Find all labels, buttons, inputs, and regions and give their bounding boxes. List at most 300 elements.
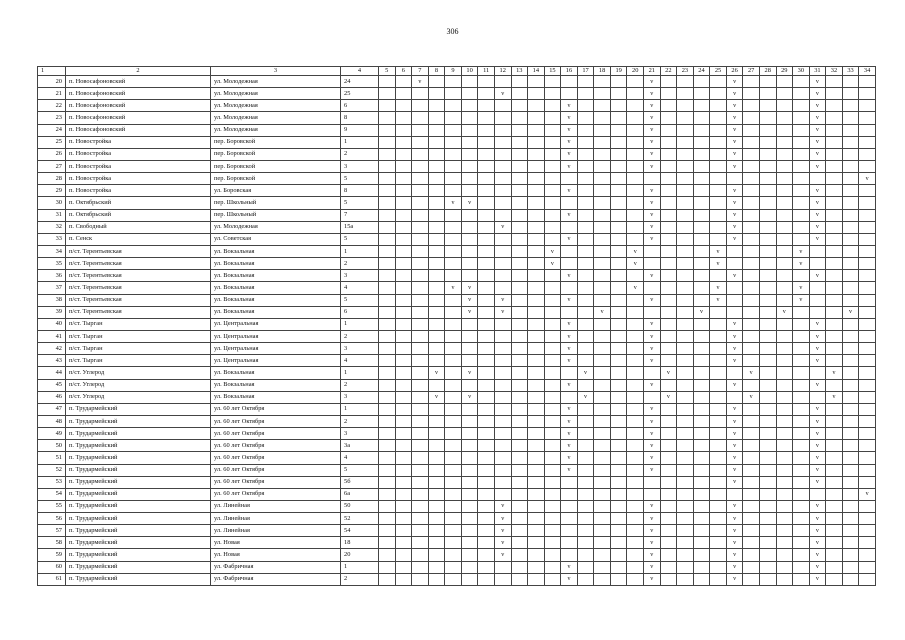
empty-cell bbox=[726, 391, 743, 403]
empty-cell bbox=[627, 76, 644, 88]
row-number-cell: 55 bbox=[38, 500, 66, 512]
check-mark-cell: v bbox=[577, 391, 594, 403]
empty-cell bbox=[743, 525, 760, 537]
check-mark-cell: v bbox=[809, 343, 826, 355]
empty-cell bbox=[561, 513, 578, 525]
empty-cell bbox=[644, 306, 661, 318]
empty-cell bbox=[445, 88, 462, 100]
empty-cell bbox=[379, 391, 396, 403]
empty-cell bbox=[528, 112, 545, 124]
empty-cell bbox=[577, 160, 594, 172]
empty-cell bbox=[842, 367, 859, 379]
empty-cell bbox=[759, 306, 776, 318]
empty-cell bbox=[594, 379, 611, 391]
house-cell: 2 bbox=[341, 258, 379, 270]
empty-cell bbox=[677, 282, 694, 294]
empty-cell bbox=[379, 270, 396, 282]
empty-cell bbox=[743, 452, 760, 464]
empty-cell bbox=[842, 294, 859, 306]
empty-cell bbox=[726, 306, 743, 318]
empty-cell bbox=[660, 100, 677, 112]
house-cell: 4 bbox=[341, 452, 379, 464]
empty-cell bbox=[528, 76, 545, 88]
empty-cell bbox=[759, 476, 776, 488]
empty-cell bbox=[743, 440, 760, 452]
empty-cell bbox=[594, 76, 611, 88]
empty-cell bbox=[743, 549, 760, 561]
table-row bbox=[38, 209, 876, 221]
empty-cell bbox=[610, 318, 627, 330]
empty-cell bbox=[461, 245, 478, 257]
empty-cell bbox=[428, 185, 445, 197]
empty-cell bbox=[660, 403, 677, 415]
table-row bbox=[38, 415, 876, 427]
empty-cell bbox=[412, 270, 429, 282]
empty-cell bbox=[710, 525, 727, 537]
check-mark-cell: v bbox=[494, 221, 511, 233]
check-mark-cell: v bbox=[710, 294, 727, 306]
locality-cell: п. Трудармейский bbox=[66, 464, 211, 476]
empty-cell bbox=[412, 440, 429, 452]
locality-cell: п. Трудармейский bbox=[66, 403, 211, 415]
empty-cell bbox=[660, 318, 677, 330]
table-row bbox=[38, 500, 876, 512]
empty-cell bbox=[544, 76, 561, 88]
empty-cell bbox=[826, 173, 843, 185]
check-mark-cell: v bbox=[644, 330, 661, 342]
empty-cell bbox=[395, 294, 412, 306]
check-mark-cell: v bbox=[726, 185, 743, 197]
check-mark-cell: v bbox=[809, 403, 826, 415]
empty-cell bbox=[379, 318, 396, 330]
empty-cell bbox=[577, 343, 594, 355]
locality-cell: п. Свободный bbox=[66, 221, 211, 233]
column-header: 10 bbox=[461, 67, 478, 76]
empty-cell bbox=[445, 221, 462, 233]
empty-cell bbox=[677, 379, 694, 391]
empty-cell bbox=[759, 561, 776, 573]
empty-cell bbox=[577, 270, 594, 282]
empty-cell bbox=[561, 367, 578, 379]
empty-cell bbox=[693, 379, 710, 391]
street-cell: ул. Молодежная bbox=[211, 221, 341, 233]
empty-cell bbox=[776, 379, 793, 391]
check-mark-cell: v bbox=[842, 306, 859, 318]
empty-cell bbox=[859, 245, 876, 257]
house-cell: 2 bbox=[341, 573, 379, 585]
column-header: 6 bbox=[395, 67, 412, 76]
house-cell: 5 bbox=[341, 294, 379, 306]
check-mark-cell: v bbox=[561, 573, 578, 585]
empty-cell bbox=[610, 88, 627, 100]
empty-cell bbox=[379, 197, 396, 209]
empty-cell bbox=[511, 379, 528, 391]
check-mark-cell: v bbox=[776, 306, 793, 318]
empty-cell bbox=[428, 440, 445, 452]
empty-cell bbox=[710, 367, 727, 379]
empty-cell bbox=[511, 318, 528, 330]
empty-cell bbox=[759, 391, 776, 403]
house-cell: 2 bbox=[341, 379, 379, 391]
empty-cell bbox=[511, 391, 528, 403]
empty-cell bbox=[610, 112, 627, 124]
house-cell: 25 bbox=[341, 88, 379, 100]
locality-cell: п. Трудармейский bbox=[66, 561, 211, 573]
empty-cell bbox=[726, 488, 743, 500]
empty-cell bbox=[627, 561, 644, 573]
house-cell: 1 bbox=[341, 561, 379, 573]
check-mark-cell: v bbox=[809, 318, 826, 330]
empty-cell bbox=[395, 500, 412, 512]
row-number-cell: 58 bbox=[38, 537, 66, 549]
empty-cell bbox=[544, 124, 561, 136]
empty-cell bbox=[610, 403, 627, 415]
empty-cell bbox=[859, 452, 876, 464]
empty-cell bbox=[610, 197, 627, 209]
empty-cell bbox=[710, 124, 727, 136]
empty-cell bbox=[776, 500, 793, 512]
empty-cell bbox=[759, 367, 776, 379]
empty-cell bbox=[627, 379, 644, 391]
empty-cell bbox=[743, 464, 760, 476]
empty-cell bbox=[759, 245, 776, 257]
locality-cell: п/ст. Углерод bbox=[66, 391, 211, 403]
empty-cell bbox=[594, 209, 611, 221]
empty-cell bbox=[577, 258, 594, 270]
empty-cell bbox=[644, 391, 661, 403]
empty-cell bbox=[610, 367, 627, 379]
check-mark-cell: v bbox=[660, 391, 677, 403]
empty-cell bbox=[461, 330, 478, 342]
empty-cell bbox=[809, 173, 826, 185]
empty-cell bbox=[594, 440, 611, 452]
street-cell: ул. Молодежная bbox=[211, 112, 341, 124]
empty-cell bbox=[660, 476, 677, 488]
empty-cell bbox=[610, 209, 627, 221]
empty-cell bbox=[776, 173, 793, 185]
locality-cell: п/ст. Тырган bbox=[66, 343, 211, 355]
empty-cell bbox=[412, 428, 429, 440]
empty-cell bbox=[412, 343, 429, 355]
empty-cell bbox=[594, 500, 611, 512]
empty-cell bbox=[461, 76, 478, 88]
empty-cell bbox=[478, 233, 495, 245]
empty-cell bbox=[610, 282, 627, 294]
empty-cell bbox=[759, 488, 776, 500]
empty-cell bbox=[395, 440, 412, 452]
empty-cell bbox=[561, 306, 578, 318]
empty-cell bbox=[826, 197, 843, 209]
empty-cell bbox=[759, 549, 776, 561]
empty-cell bbox=[594, 343, 611, 355]
empty-cell bbox=[461, 476, 478, 488]
empty-cell bbox=[693, 258, 710, 270]
empty-cell bbox=[627, 428, 644, 440]
empty-cell bbox=[561, 282, 578, 294]
empty-cell bbox=[627, 112, 644, 124]
empty-cell bbox=[544, 476, 561, 488]
empty-cell bbox=[412, 88, 429, 100]
empty-cell bbox=[710, 233, 727, 245]
check-mark-cell: v bbox=[644, 537, 661, 549]
empty-cell bbox=[461, 537, 478, 549]
empty-cell bbox=[594, 403, 611, 415]
row-number-cell: 61 bbox=[38, 573, 66, 585]
empty-cell bbox=[478, 476, 495, 488]
check-mark-cell: v bbox=[561, 185, 578, 197]
empty-cell bbox=[842, 537, 859, 549]
street-cell: ул. Молодежная bbox=[211, 124, 341, 136]
check-mark-cell: v bbox=[461, 306, 478, 318]
column-header: 20 bbox=[627, 67, 644, 76]
empty-cell bbox=[627, 270, 644, 282]
empty-cell bbox=[677, 476, 694, 488]
empty-cell bbox=[544, 88, 561, 100]
house-cell: 1 bbox=[341, 403, 379, 415]
empty-cell bbox=[445, 233, 462, 245]
empty-cell bbox=[610, 294, 627, 306]
check-mark-cell: v bbox=[726, 233, 743, 245]
empty-cell bbox=[594, 355, 611, 367]
empty-cell bbox=[627, 209, 644, 221]
empty-cell bbox=[759, 440, 776, 452]
empty-cell bbox=[627, 525, 644, 537]
empty-cell bbox=[660, 428, 677, 440]
empty-cell bbox=[826, 209, 843, 221]
empty-cell bbox=[544, 488, 561, 500]
empty-cell bbox=[445, 343, 462, 355]
empty-cell bbox=[478, 537, 495, 549]
empty-cell bbox=[842, 379, 859, 391]
empty-cell bbox=[561, 549, 578, 561]
table-body bbox=[38, 76, 876, 586]
empty-cell bbox=[677, 270, 694, 282]
empty-cell bbox=[793, 148, 810, 160]
column-header: 30 bbox=[793, 67, 810, 76]
empty-cell bbox=[660, 525, 677, 537]
empty-cell bbox=[842, 452, 859, 464]
empty-cell bbox=[528, 464, 545, 476]
empty-cell bbox=[511, 367, 528, 379]
street-cell: ул. 60 лет Октября bbox=[211, 403, 341, 415]
empty-cell bbox=[826, 379, 843, 391]
empty-cell bbox=[859, 343, 876, 355]
empty-cell bbox=[528, 367, 545, 379]
empty-cell bbox=[379, 245, 396, 257]
empty-cell bbox=[776, 343, 793, 355]
empty-cell bbox=[660, 464, 677, 476]
empty-cell bbox=[577, 464, 594, 476]
empty-cell bbox=[594, 452, 611, 464]
check-mark-cell: v bbox=[561, 379, 578, 391]
empty-cell bbox=[776, 88, 793, 100]
check-mark-cell: v bbox=[644, 513, 661, 525]
empty-cell bbox=[660, 209, 677, 221]
column-header: 12 bbox=[494, 67, 511, 76]
empty-cell bbox=[511, 330, 528, 342]
empty-cell bbox=[826, 282, 843, 294]
check-mark-cell: v bbox=[809, 513, 826, 525]
empty-cell bbox=[379, 537, 396, 549]
empty-cell bbox=[478, 136, 495, 148]
row-number-cell: 27 bbox=[38, 160, 66, 172]
row-number-cell: 34 bbox=[38, 245, 66, 257]
empty-cell bbox=[445, 330, 462, 342]
empty-cell bbox=[594, 367, 611, 379]
empty-cell bbox=[577, 185, 594, 197]
empty-cell bbox=[461, 160, 478, 172]
house-cell: 3 bbox=[341, 160, 379, 172]
check-mark-cell: v bbox=[826, 391, 843, 403]
empty-cell bbox=[693, 452, 710, 464]
empty-cell bbox=[859, 391, 876, 403]
empty-cell bbox=[461, 488, 478, 500]
empty-cell bbox=[379, 440, 396, 452]
empty-cell bbox=[412, 330, 429, 342]
column-header: 18 bbox=[594, 67, 611, 76]
empty-cell bbox=[594, 185, 611, 197]
empty-cell bbox=[445, 148, 462, 160]
empty-cell bbox=[677, 173, 694, 185]
locality-cell: п. Новосафоновский bbox=[66, 100, 211, 112]
empty-cell bbox=[379, 88, 396, 100]
check-mark-cell: v bbox=[726, 513, 743, 525]
empty-cell bbox=[511, 452, 528, 464]
locality-cell: п. Трудармейский bbox=[66, 549, 211, 561]
empty-cell bbox=[577, 573, 594, 585]
empty-cell bbox=[859, 148, 876, 160]
empty-cell bbox=[544, 549, 561, 561]
empty-cell bbox=[693, 549, 710, 561]
empty-cell bbox=[478, 428, 495, 440]
empty-cell bbox=[693, 464, 710, 476]
check-mark-cell: v bbox=[627, 245, 644, 257]
empty-cell bbox=[677, 148, 694, 160]
empty-cell bbox=[461, 573, 478, 585]
street-cell: ул. 60 лет Октября bbox=[211, 440, 341, 452]
empty-cell bbox=[577, 513, 594, 525]
empty-cell bbox=[561, 197, 578, 209]
empty-cell bbox=[379, 488, 396, 500]
empty-cell bbox=[859, 440, 876, 452]
check-mark-cell: v bbox=[494, 525, 511, 537]
column-header: 17 bbox=[577, 67, 594, 76]
empty-cell bbox=[793, 100, 810, 112]
empty-cell bbox=[743, 488, 760, 500]
empty-cell bbox=[528, 452, 545, 464]
empty-cell bbox=[842, 245, 859, 257]
check-mark-cell: v bbox=[412, 76, 429, 88]
empty-cell bbox=[610, 537, 627, 549]
empty-cell bbox=[660, 270, 677, 282]
empty-cell bbox=[379, 306, 396, 318]
empty-cell bbox=[859, 379, 876, 391]
empty-cell bbox=[478, 294, 495, 306]
empty-cell bbox=[478, 221, 495, 233]
empty-cell bbox=[677, 245, 694, 257]
empty-cell bbox=[528, 537, 545, 549]
empty-cell bbox=[395, 173, 412, 185]
empty-cell bbox=[677, 367, 694, 379]
empty-cell bbox=[461, 221, 478, 233]
empty-cell bbox=[859, 513, 876, 525]
empty-cell bbox=[379, 367, 396, 379]
check-mark-cell: v bbox=[644, 148, 661, 160]
empty-cell bbox=[428, 100, 445, 112]
empty-cell bbox=[412, 112, 429, 124]
empty-cell bbox=[379, 221, 396, 233]
check-mark-cell: v bbox=[461, 367, 478, 379]
check-mark-cell: v bbox=[561, 403, 578, 415]
street-cell: ул. 60 лет Октября bbox=[211, 428, 341, 440]
house-cell: 6 bbox=[341, 100, 379, 112]
empty-cell bbox=[412, 318, 429, 330]
empty-cell bbox=[842, 476, 859, 488]
check-mark-cell: v bbox=[726, 221, 743, 233]
empty-cell bbox=[511, 537, 528, 549]
house-cell: 5 bbox=[341, 197, 379, 209]
empty-cell bbox=[776, 148, 793, 160]
empty-cell bbox=[759, 233, 776, 245]
empty-cell bbox=[528, 294, 545, 306]
empty-cell bbox=[627, 452, 644, 464]
house-cell: 4 bbox=[341, 282, 379, 294]
empty-cell bbox=[511, 403, 528, 415]
check-mark-cell: v bbox=[726, 148, 743, 160]
empty-cell bbox=[544, 355, 561, 367]
empty-cell bbox=[511, 355, 528, 367]
empty-cell bbox=[842, 440, 859, 452]
empty-cell bbox=[528, 270, 545, 282]
street-cell: ул. Молодежная bbox=[211, 100, 341, 112]
empty-cell bbox=[544, 148, 561, 160]
check-mark-cell: v bbox=[644, 221, 661, 233]
street-cell: ул. 60 лет Октября bbox=[211, 415, 341, 427]
empty-cell bbox=[428, 561, 445, 573]
empty-cell bbox=[610, 258, 627, 270]
empty-cell bbox=[577, 428, 594, 440]
check-mark-cell: v bbox=[644, 294, 661, 306]
street-cell: ул. Вокзальная bbox=[211, 367, 341, 379]
check-mark-cell: v bbox=[809, 500, 826, 512]
empty-cell bbox=[710, 100, 727, 112]
empty-cell bbox=[759, 209, 776, 221]
empty-cell bbox=[710, 112, 727, 124]
empty-cell bbox=[693, 428, 710, 440]
street-cell: ул. Фабричная bbox=[211, 573, 341, 585]
empty-cell bbox=[544, 306, 561, 318]
empty-cell bbox=[594, 294, 611, 306]
empty-cell bbox=[809, 294, 826, 306]
empty-cell bbox=[511, 573, 528, 585]
empty-cell bbox=[594, 415, 611, 427]
check-mark-cell: v bbox=[809, 440, 826, 452]
empty-cell bbox=[544, 318, 561, 330]
empty-cell bbox=[693, 100, 710, 112]
empty-cell bbox=[610, 148, 627, 160]
empty-cell bbox=[759, 294, 776, 306]
empty-cell bbox=[776, 185, 793, 197]
empty-cell bbox=[528, 318, 545, 330]
empty-cell bbox=[710, 452, 727, 464]
empty-cell bbox=[859, 160, 876, 172]
check-mark-cell: v bbox=[809, 100, 826, 112]
empty-cell bbox=[528, 245, 545, 257]
check-mark-cell: v bbox=[561, 561, 578, 573]
empty-cell bbox=[627, 160, 644, 172]
empty-cell bbox=[809, 488, 826, 500]
empty-cell bbox=[577, 124, 594, 136]
